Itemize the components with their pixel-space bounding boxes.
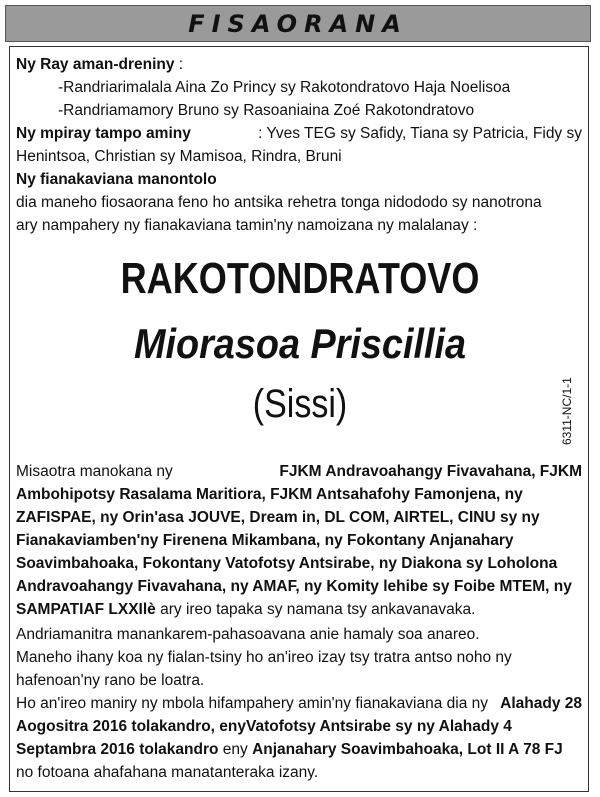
family-text: ary nampahery ny fianakaviana tamin'ny namoizana ny malalanay : [16,217,478,234]
family-text: dia maneho fiosaorana feno ho antsika rehetra tonga nidododo sy nanotrona [16,194,542,211]
reference-code: 6311-NC/1-1 [560,377,574,445]
header-bar [5,5,591,42]
siblings-line-2: Henintsoa, Christian sy Mamisoa, Rindra, Bruni [16,148,342,165]
thanks-line: Ambohipotsy Rasalama Maritiora, FJKM Antsahafohy Famonjena, ny [16,486,523,503]
thanks-line: Soavimbahoaka, Fokontany Vatofotsy Antsirabe, ny Diakona sy Loholona [16,555,558,572]
deceased-nickname: (Sissi) [252,382,348,426]
closing-line: no fotoana ahafahana manatanteraka izany. [16,764,319,781]
closing-text: eny [218,741,253,758]
thanks-line: Fianakaviamben'ny Firenena Mikambana, ny Fokontany Anjanahary [16,532,514,549]
grandparents-item: -Randriarimalala Aina Zo Princy sy Rakotondratovo Haja Noelisoa [58,79,511,96]
closing-line [16,739,563,761]
closing-line: Maneho ihany koa ny fialan-tsiny ho an'ireo izay tsy tratra antso noho ny [16,649,512,666]
grandparents-label: Ny Ray aman-dreniny [16,56,175,73]
closing-line: hafenoan'ny rano be loatra. [16,672,205,689]
closing-line: Andriamanitra manankarem-pahasoavana anie hamaly soa anareo. [16,626,480,643]
closing-place: Anjanahary Soavimbahoaka, Lot II A 78 FJ [252,741,563,758]
deceased-surname: RAKOTONDRATOVO [120,254,480,303]
thanks-line: ZAFISPAE, ny Orin'asa JOUVE, Dream in, DL COM, AIRTEL, CINU sy ny [16,509,540,526]
siblings-text: : Yves TEG sy Safidy, Tiana sy Patricia, Fidy sy [258,125,582,142]
grandparents-item: -Randriamamory Bruno sy Rasoaniaina Zoé Rakotondratovo [58,102,475,119]
thanks-text: ary ireo tapaka sy namana tsy ankavanavaka. [155,601,476,618]
closing-line [16,693,582,715]
closing-text: Ho an'ireo maniry ny mbola hifampahery amin'ny fianakaviana dia ny [16,695,489,712]
grandparents-sep: : [174,56,184,73]
closing-date: Septambra 2016 tolakandro [16,741,219,758]
siblings-label: Ny mpiray tampo aminy [16,125,191,142]
grandparents-line [16,54,183,76]
thanks-intro: Misaotra manokana ny [16,463,173,480]
thanks-orgs: FJKM Andravoahangy Fivavahana, FJKM [279,463,582,480]
family-label: Ny fianakaviana manontolo [16,171,217,188]
page-title: FISAORANA [188,10,408,38]
thanks-line [16,599,475,621]
thanks-line: Andravoahangy Fivavahana, ny AMAF, ny Komity lehibe sy Foibe MTEM, ny [16,578,572,595]
deceased-firstname: Miorasoa Priscillia [134,320,466,367]
closing-line: Aogositra 2016 tolakandro, enyVatofotsy Antsirabe sy ny Alahady 4 [16,718,512,735]
thanks-orgs: SAMPATIAF LXXIlè [16,601,156,618]
thanks-line [16,461,582,483]
siblings-line [16,123,582,145]
closing-date: Alahady 28 [500,695,582,712]
